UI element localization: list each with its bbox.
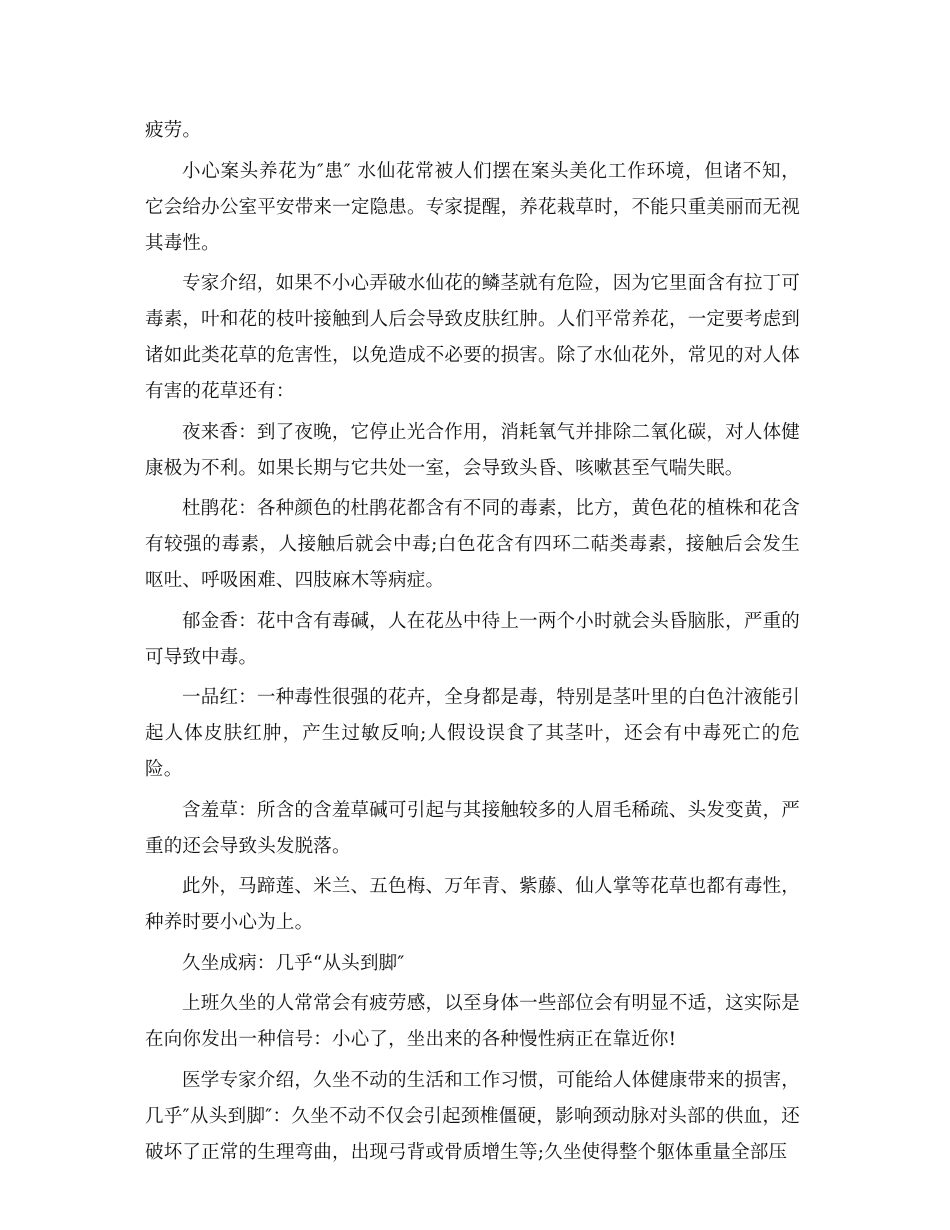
paragraph: 久坐成病：几乎“从头到脚″ — [182, 952, 405, 974]
paragraph: 疲劳。 — [145, 120, 202, 141]
paragraph: 郁金香：花中含有毒碱，人在花丛中待上一两个小时就会头昏脑胀，严重的可导致中毒。 — [145, 610, 800, 668]
paragraph: 一品红：一种毒性很强的花卉，全身都是毒，特别是茎叶里的白色汁液能引起人体皮肤红肿，产生过敏反响;人假设误食了其茎叶，还会有中毒死亡的危险。 — [145, 687, 800, 780]
paragraph: 专家介绍，如果不小心弄破水仙花的鳞茎就有危险，因为它里面含有拉丁可毒素，叶和花的枝叶接触到人后会导致皮肤红肿。人们平常养花，一定要考虑到诸如此类花草的危害性，以免造成不必要的损害。除了水仙花外，常见的对人体有害的花草还有： — [145, 273, 800, 402]
paragraph: 医学专家介绍，久坐不动的生活和工作习惯，可能给人体健康带来的损害，几乎″从头到脚″：久坐不动不仅会引起颈椎僵硬，影响颈动脉对头部的供血，还破坏了正常的生理弯曲，出现弓背或骨质增生等;久坐使得整个躯体重量全部压 — [145, 1069, 800, 1163]
document-body — [145, 113, 800, 1175]
paragraph: 此外，马蹄莲、米兰、五色梅、万年青、紫藤、仙人掌等花草也都有毒性，种养时要小心为上。 — [145, 876, 800, 933]
paragraph: 杜鹃花：各种颜色的杜鹃花都含有不同的毒素，比方，黄色花的植株和花含有较强的毒素，人接触后就会中毒;白色花含有四环二萜类毒素，接触后会发生呕吐、呼吸困难、四肢麻木等病症。 — [145, 498, 800, 591]
paragraph: 小心案头养花为″患″ 水仙花常被人们摆在案头美化工作环境，但诸不知，它会给办公室平安带来一定隐患。专家提醒，养花栽草时，不能只重美丽而无视其毒性。 — [145, 160, 800, 254]
paragraph: 上班久坐的人常常会有疲劳感，以至身体一些部位会有明显不适，这实际是在向你发出一种信号：小心了，坐出来的各种慢性病正在靠近你! — [145, 993, 800, 1050]
paragraph: 含羞草：所含的含羞草碱可引起与其接触较多的人眉毛稀疏、头发变黄，严重的还会导致头发脱落。 — [145, 799, 800, 857]
paragraph: 夜来香：到了夜晚，它停止光合作用，消耗氧气并排除二氧化碳，对人体健康极为不利。如果长期与它共处一室，会导致头昏、咳嗽甚至气喘失眠。 — [145, 421, 800, 479]
